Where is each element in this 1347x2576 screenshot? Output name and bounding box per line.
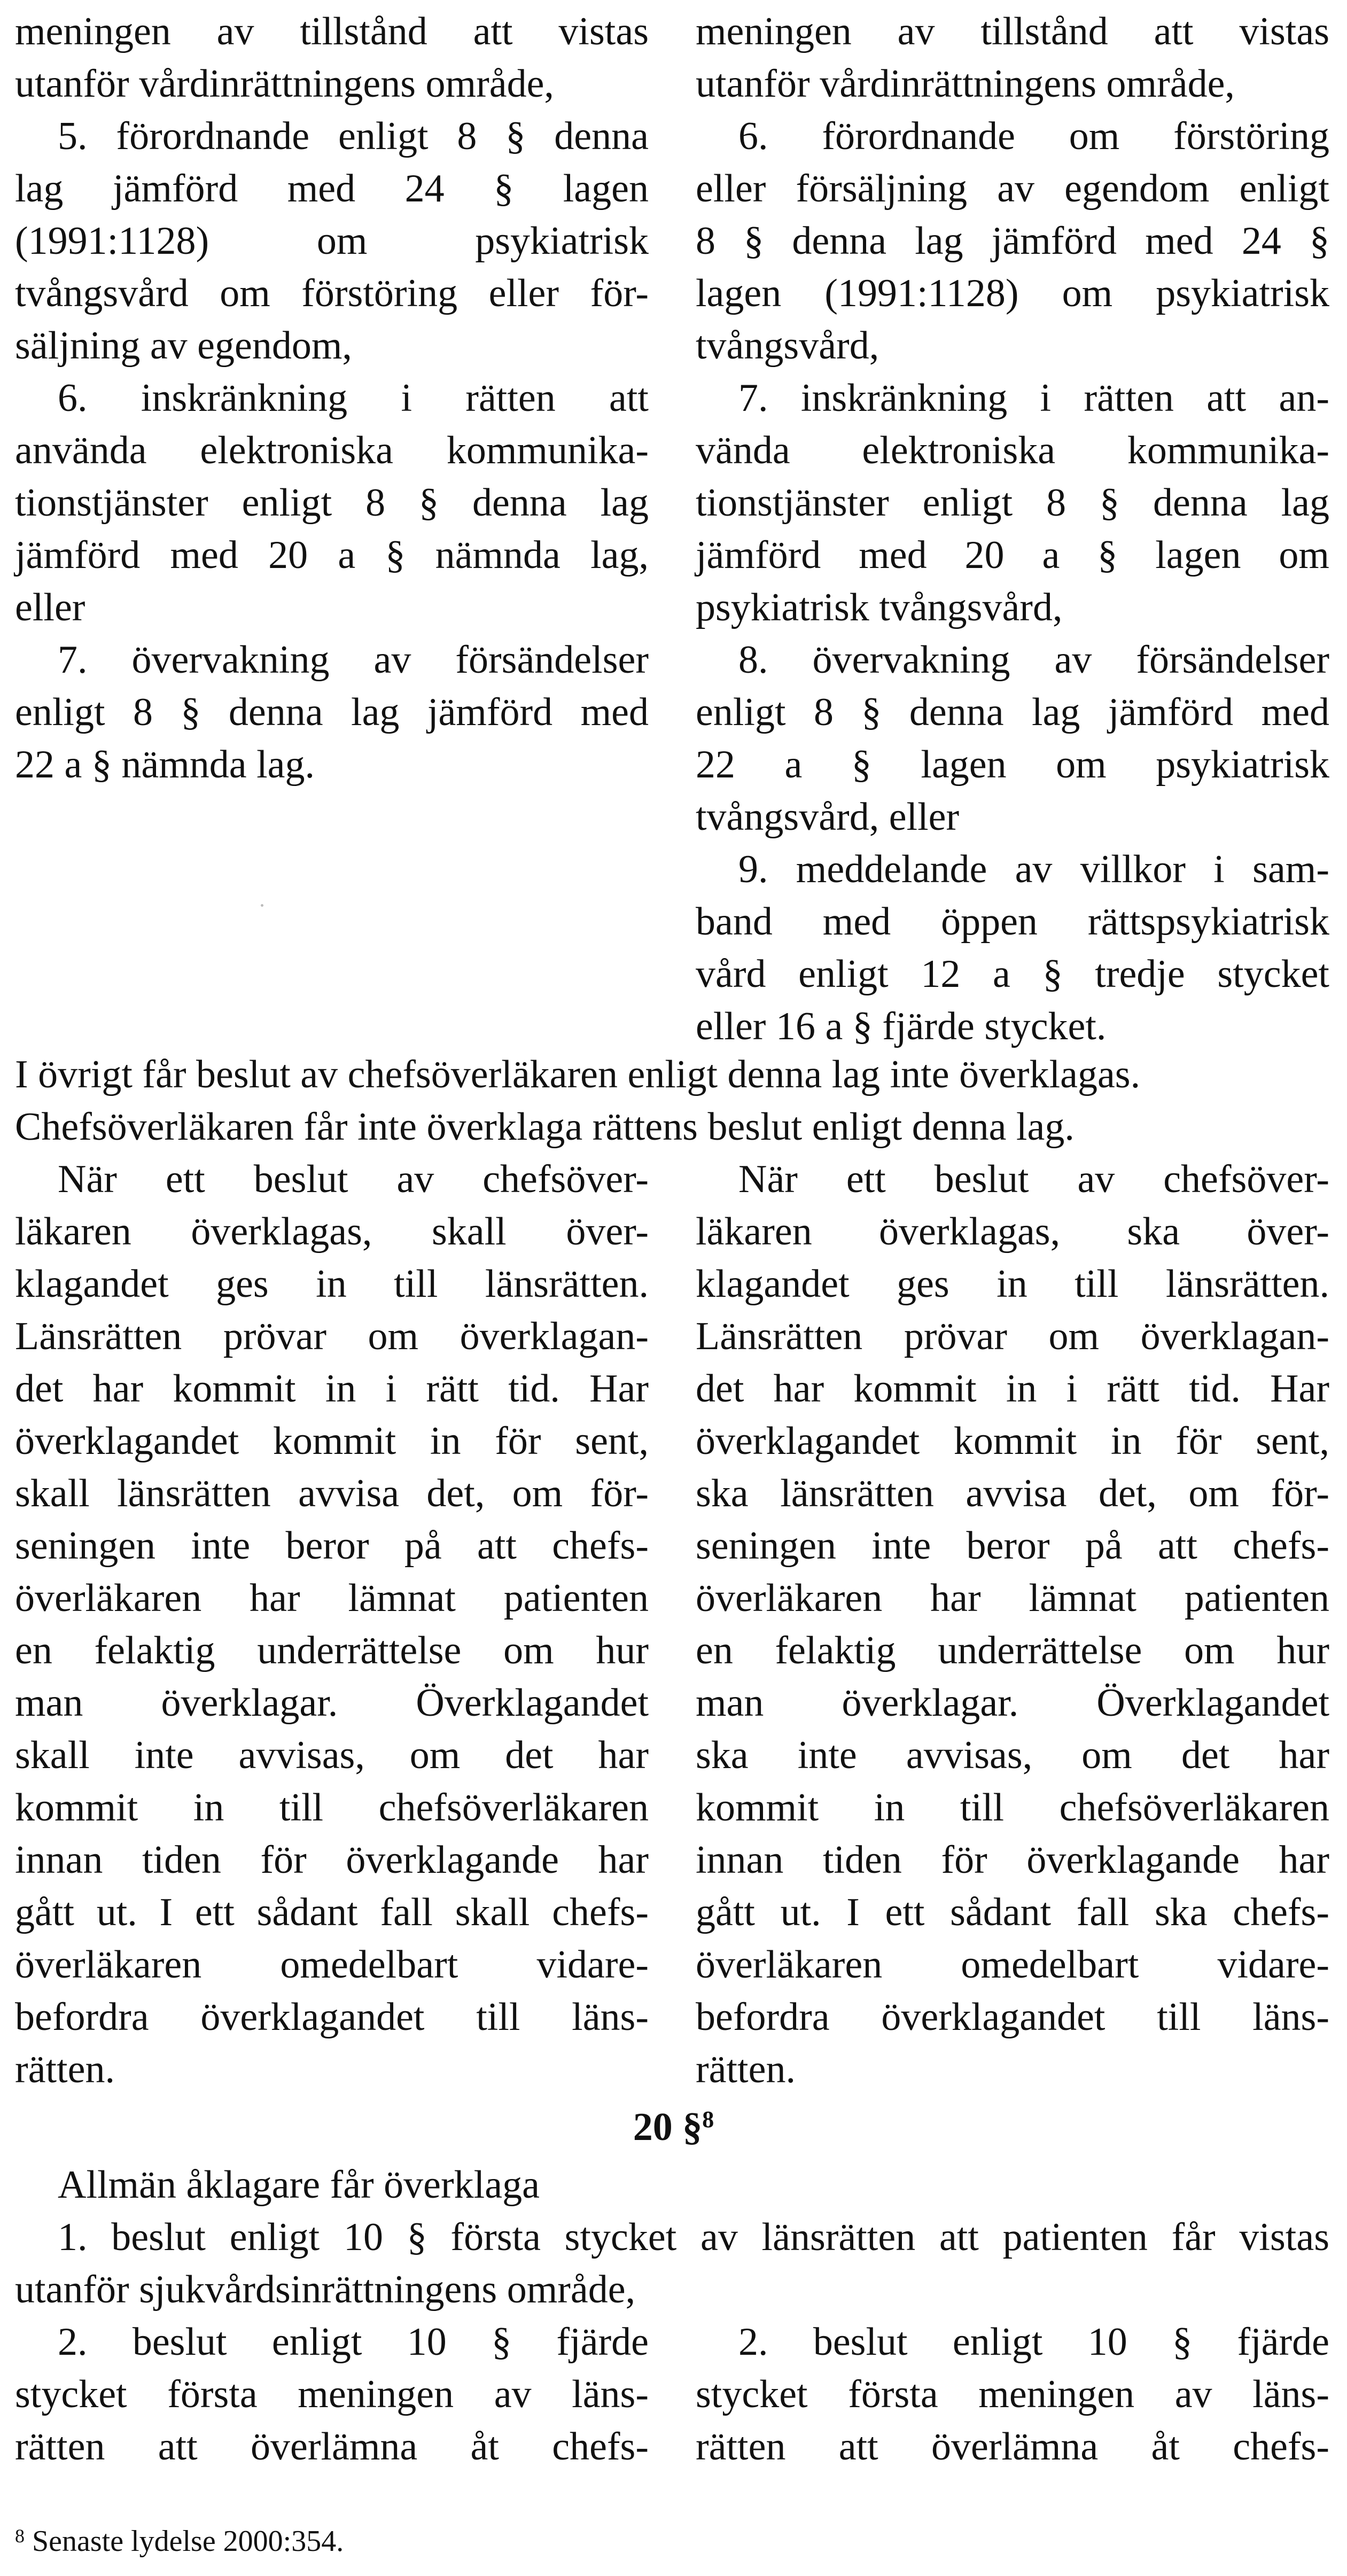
text-line: 5. förordnande enligt 8 § denna bbox=[58, 114, 649, 158]
text-line: 6. förordnande om förstöring bbox=[738, 114, 1329, 158]
text-line: lag jämförd med 24 § lagen bbox=[15, 167, 649, 211]
text-line: meningen av tillstånd att vistas bbox=[696, 10, 1329, 53]
text-line: tvångsvård, eller bbox=[696, 795, 960, 839]
text-line: klagandet ges in till länsrätten. bbox=[696, 1262, 1329, 1306]
text-line: 22 a § lagen om psykiatrisk bbox=[696, 743, 1329, 787]
text-line: överklagandet kommit in för sent, bbox=[696, 1419, 1329, 1463]
text-line: psykiatrisk tvångsvård, bbox=[696, 586, 1063, 629]
text-line: gått ut. I ett sådant fall ska chefs- bbox=[696, 1890, 1329, 1934]
text-line: innan tiden för överklagande har bbox=[696, 1838, 1329, 1882]
text-line: enligt 8 § denna lag jämförd med bbox=[15, 690, 649, 734]
text-line: utanför vårdinrättningens område, bbox=[15, 62, 554, 106]
text-line: 6. inskränkning i rätten att bbox=[58, 376, 649, 420]
text-line: överläkaren har lämnat patienten bbox=[696, 1576, 1329, 1620]
text-line: överklagandet kommit in för sent, bbox=[15, 1419, 649, 1463]
full-width-section-text bbox=[15, 2159, 1329, 2316]
text-line: band med öppen rättspsykiatrisk bbox=[696, 900, 1329, 944]
text-line: stycket första meningen av läns- bbox=[15, 2372, 649, 2416]
text-line: När ett beslut av chefsöver- bbox=[738, 1157, 1329, 1201]
text-line: När ett beslut av chefsöver- bbox=[58, 1157, 649, 1201]
text-line: överläkaren omedelbart vidare- bbox=[696, 1943, 1329, 1987]
item1-line1: 1. beslut enligt 10 § första stycket av länsrätten att patienten får vistas bbox=[58, 2215, 1329, 2259]
text-line: rätten att överlämna åt chefs- bbox=[15, 2425, 649, 2469]
footnote-text: Senaste lydelse 2000:354. bbox=[32, 2525, 344, 2558]
text-line: meningen av tillstånd att vistas bbox=[15, 10, 649, 53]
text-line: 22 a § nämnda lag. bbox=[15, 743, 315, 787]
text-line: vård enligt 12 a § tredje stycket bbox=[696, 952, 1329, 996]
text-line: tvångsvård om förstöring eller för- bbox=[15, 271, 649, 315]
text-line: 9. meddelande av villkor i sam- bbox=[738, 847, 1329, 891]
text-line: Länsrätten prövar om överklagan- bbox=[696, 1314, 1329, 1358]
text-line: man överklagar. Överklagandet bbox=[15, 1681, 649, 1725]
text-line: lagen (1991:1128) om psykiatrisk bbox=[696, 271, 1329, 315]
text-line: stycket första meningen av läns- bbox=[696, 2372, 1329, 2416]
text-line: kommit in till chefsöverläkaren bbox=[15, 1786, 649, 1830]
text-line: överläkaren har lämnat patienten bbox=[15, 1576, 649, 1620]
item1-line2: utanför sjukvårdsinrättningens område, bbox=[15, 2268, 636, 2312]
text-line: läkaren överklagas, ska över- bbox=[696, 1210, 1329, 1254]
text-line: utanför vårdinrättningens område, bbox=[696, 62, 1235, 106]
text-line: seningen inte beror på att chefs- bbox=[696, 1524, 1329, 1568]
footnote-number: 8 bbox=[15, 2525, 25, 2547]
text-line: rätten. bbox=[696, 2048, 796, 2091]
text-line: tionstjänster enligt 8 § denna lag bbox=[15, 481, 649, 525]
text-line: tvångsvård, bbox=[696, 324, 879, 368]
section2-right-column bbox=[696, 1153, 1329, 2096]
text-line: skall länsrätten avvisa det, om för- bbox=[15, 1472, 649, 1515]
text-line: säljning av egendom, bbox=[15, 324, 352, 368]
text-line: 8 § denna lag jämförd med 24 § bbox=[696, 219, 1329, 263]
text-line: en felaktig underrättelse om hur bbox=[696, 1629, 1329, 1672]
text-line: befordra överklagandet till läns- bbox=[696, 1995, 1329, 2039]
text-line: eller försäljning av egendom enligt bbox=[696, 167, 1329, 211]
section1-right-column bbox=[696, 5, 1329, 1053]
text-line: det har kommit in i rätt tid. Har bbox=[696, 1367, 1329, 1411]
text-line: enligt 8 § denna lag jämförd med bbox=[696, 690, 1329, 734]
section3-left-column bbox=[15, 2316, 649, 2473]
text-line: det har kommit in i rätt tid. Har bbox=[15, 1367, 649, 1411]
text-line: eller 16 a § fjärde stycket. bbox=[696, 1005, 1107, 1048]
intro-line: Allmän åklagare får överklaga bbox=[58, 2163, 540, 2207]
text-line: klagandet ges in till länsrätten. bbox=[15, 1262, 649, 1306]
text-line: innan tiden för överklagande har bbox=[15, 1838, 649, 1882]
full-width-paragraph bbox=[15, 1048, 1329, 1153]
text-line: Länsrätten prövar om överklagan- bbox=[15, 1314, 649, 1358]
text-line: (1991:1128) om psykiatrisk bbox=[15, 219, 649, 263]
text-line: jämförd med 20 a § lagen om bbox=[696, 533, 1329, 577]
text-line: I övrigt får beslut av chefsöverläkaren enligt denna lag inte överklagas. bbox=[15, 1053, 1141, 1096]
text-line: befordra överklagandet till läns- bbox=[15, 1995, 649, 2039]
footnote bbox=[15, 2522, 344, 2561]
text-line: 2. beslut enligt 10 § fjärde bbox=[738, 2320, 1329, 2364]
heading-text: 20 § bbox=[633, 2105, 703, 2149]
text-line: en felaktig underrättelse om hur bbox=[15, 1629, 649, 1672]
text-line: rätten att överlämna åt chefs- bbox=[696, 2425, 1329, 2469]
section1-left-column bbox=[15, 5, 649, 791]
section-heading bbox=[0, 2101, 1347, 2153]
text-line: 8. övervakning av försändelser bbox=[738, 638, 1329, 682]
text-line: jämförd med 20 a § nämnda lag, bbox=[15, 533, 649, 577]
text-line: eller bbox=[15, 586, 85, 629]
scan-speck bbox=[261, 904, 263, 907]
footnote-reference: 8 bbox=[702, 2106, 714, 2133]
text-line: 7. övervakning av försändelser bbox=[58, 638, 649, 682]
text-line: Chefsöverläkaren får inte överklaga rättens beslut enligt denna lag. bbox=[15, 1105, 1075, 1149]
text-line: 2. beslut enligt 10 § fjärde bbox=[58, 2320, 649, 2364]
text-line: vända elektroniska kommunika- bbox=[696, 429, 1329, 472]
text-line: överläkaren omedelbart vidare- bbox=[15, 1943, 649, 1987]
section2-left-column bbox=[15, 1153, 649, 2096]
section3-right-column bbox=[696, 2316, 1329, 2473]
text-line: seningen inte beror på att chefs- bbox=[15, 1524, 649, 1568]
text-line: rätten. bbox=[15, 2048, 115, 2091]
text-line: ska länsrätten avvisa det, om för- bbox=[696, 1472, 1329, 1515]
text-line: använda elektroniska kommunika- bbox=[15, 429, 649, 472]
text-line: kommit in till chefsöverläkaren bbox=[696, 1786, 1329, 1830]
text-line: gått ut. I ett sådant fall skall chefs- bbox=[15, 1890, 649, 1934]
text-line: man överklagar. Överklagandet bbox=[696, 1681, 1329, 1725]
text-line: tionstjänster enligt 8 § denna lag bbox=[696, 481, 1329, 525]
text-line: läkaren överklagas, skall över- bbox=[15, 1210, 649, 1254]
text-line: ska inte avvisas, om det har bbox=[696, 1733, 1329, 1777]
text-line: skall inte avvisas, om det har bbox=[15, 1733, 649, 1777]
text-line: 7. inskränkning i rätten att an- bbox=[738, 376, 1329, 420]
